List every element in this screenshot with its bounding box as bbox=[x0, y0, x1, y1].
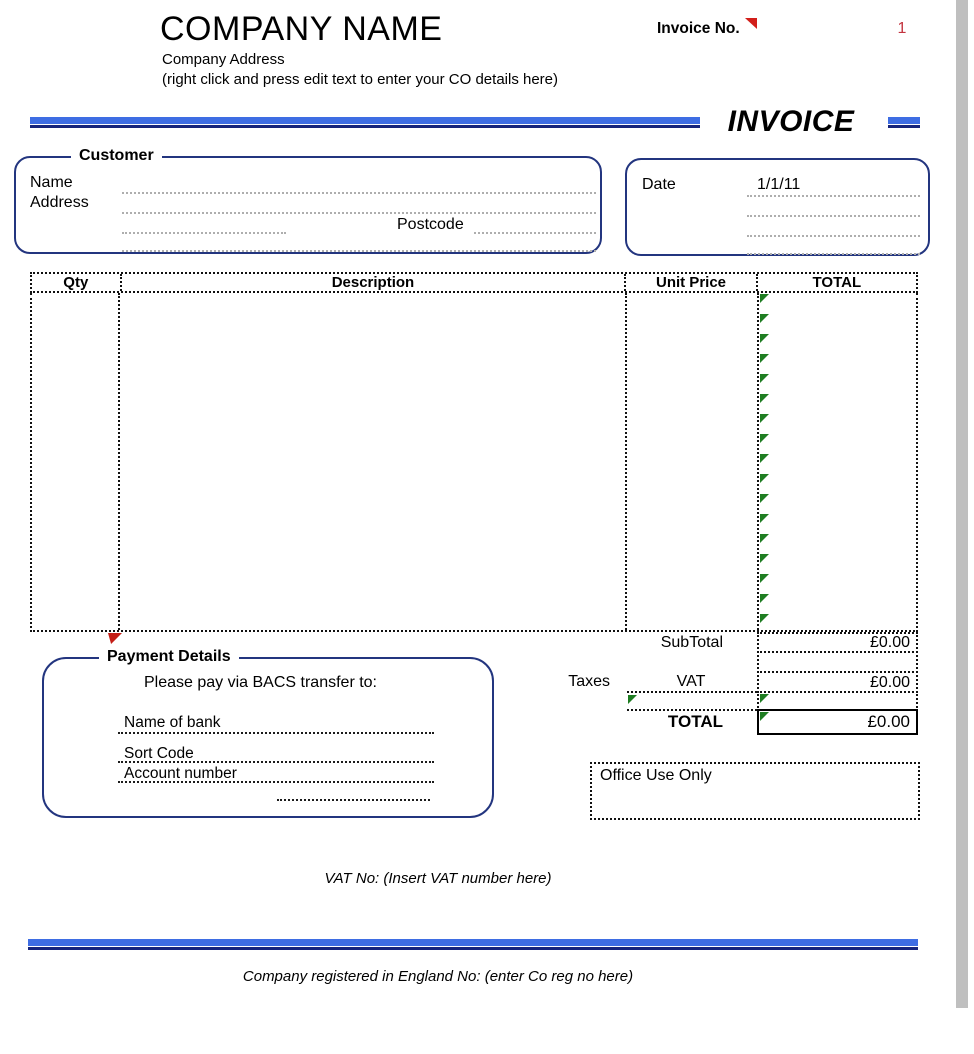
error-flag-icon bbox=[760, 514, 769, 523]
customer-legend: Customer bbox=[71, 147, 162, 165]
taxes-label: Taxes bbox=[568, 673, 610, 690]
sort-code-label: Sort Code bbox=[124, 745, 194, 762]
rule-navy bbox=[888, 125, 920, 128]
office-use-only-label: Office Use Only bbox=[600, 767, 712, 784]
header-rule bbox=[30, 117, 700, 128]
invoice-no-label: Invoice No. bbox=[657, 20, 740, 37]
customer-name-field[interactable] bbox=[122, 192, 596, 194]
rule-navy bbox=[30, 125, 700, 128]
error-flag-icon bbox=[760, 414, 769, 423]
rule-blue bbox=[888, 117, 920, 124]
error-flag-icon bbox=[760, 534, 769, 543]
scrollbar-track[interactable] bbox=[956, 0, 968, 1008]
footer-rule bbox=[28, 939, 918, 950]
col-header-qty: Qty bbox=[63, 274, 89, 291]
items-table-header bbox=[30, 272, 918, 293]
error-flag-icon bbox=[760, 474, 769, 483]
error-flag-icon bbox=[760, 354, 769, 363]
unit-price-column-divider bbox=[757, 293, 759, 630]
office-use-only-box[interactable] bbox=[590, 762, 920, 820]
subtotal-label: SubTotal bbox=[660, 634, 723, 651]
comment-flag-icon bbox=[108, 633, 122, 644]
error-flag-icon bbox=[760, 574, 769, 583]
vat-label: VAT bbox=[676, 673, 706, 690]
vat-number-note: VAT No: (Insert VAT number here) bbox=[324, 870, 552, 887]
rule-blue bbox=[28, 939, 918, 946]
subtotal-value-cell[interactable]: £0.00 bbox=[757, 632, 918, 653]
date-field-3[interactable] bbox=[747, 235, 920, 237]
empty-total-cell-1[interactable] bbox=[757, 651, 918, 673]
error-flag-icon bbox=[760, 394, 769, 403]
customer-name-label: Name bbox=[30, 174, 73, 191]
error-flag-icon bbox=[760, 334, 769, 343]
invoice-no-value[interactable]: 1 bbox=[897, 20, 907, 37]
vat-rate-cell[interactable] bbox=[627, 691, 757, 711]
header-rule-short bbox=[888, 117, 920, 128]
payment-instruction: Please pay via BACS transfer to: bbox=[144, 674, 377, 691]
col-header-description: Description bbox=[120, 274, 625, 291]
company-address: Company Address bbox=[162, 51, 285, 68]
error-flag-icon bbox=[760, 594, 769, 603]
sort-code-field[interactable] bbox=[118, 761, 434, 763]
account-number-label: Account number bbox=[124, 765, 237, 782]
payment-details-legend: Payment Details bbox=[99, 648, 239, 666]
error-flag-icon bbox=[760, 374, 769, 383]
postcode-label: Postcode bbox=[397, 216, 464, 233]
error-flag-icon bbox=[760, 294, 769, 303]
qty-column-divider bbox=[118, 293, 120, 630]
date-field-4[interactable] bbox=[747, 253, 920, 255]
customer-box bbox=[14, 147, 602, 254]
error-flag-icon bbox=[760, 614, 769, 623]
extra-payment-field[interactable] bbox=[277, 799, 430, 801]
grand-total-value-cell[interactable]: £0.00 bbox=[757, 709, 918, 735]
customer-address-field-3[interactable] bbox=[122, 250, 596, 252]
items-table-body[interactable] bbox=[30, 293, 918, 632]
customer-address-field-1[interactable] bbox=[122, 212, 596, 214]
account-number-field[interactable] bbox=[118, 781, 434, 783]
invoice-title: INVOICE bbox=[727, 105, 855, 138]
grand-total-label: TOTAL bbox=[667, 712, 723, 731]
error-flag-icon bbox=[760, 434, 769, 443]
date-box bbox=[625, 158, 930, 256]
empty-total-cell-2[interactable] bbox=[757, 691, 918, 711]
date-label: Date bbox=[642, 176, 676, 193]
company-name: COMPANY NAME bbox=[160, 10, 443, 48]
error-flag-icon bbox=[760, 694, 769, 703]
error-flag-icon bbox=[760, 712, 769, 721]
vat-value-cell[interactable]: £0.00 bbox=[757, 671, 918, 693]
date-field-1[interactable] bbox=[747, 195, 920, 197]
error-flag-icon bbox=[760, 494, 769, 503]
error-flag-icon bbox=[760, 314, 769, 323]
col-header-unit-price: Unit Price bbox=[624, 274, 755, 291]
date-value[interactable]: 1/1/11 bbox=[757, 176, 801, 193]
error-flag-icon bbox=[760, 554, 769, 563]
company-edit-hint: (right click and press edit text to enter your CO details here) bbox=[162, 71, 559, 88]
bank-name-field[interactable] bbox=[118, 732, 434, 734]
description-column-divider bbox=[625, 293, 627, 630]
registration-note: Company registered in England No: (enter Co reg no here) bbox=[242, 968, 634, 985]
rule-blue bbox=[30, 117, 700, 124]
error-flag-icon bbox=[760, 454, 769, 463]
customer-address-label: Address bbox=[30, 194, 89, 211]
col-header-total: TOTAL bbox=[756, 274, 916, 291]
postcode-field[interactable] bbox=[474, 232, 596, 234]
rule-navy bbox=[28, 947, 918, 950]
bank-name-label: Name of bank bbox=[124, 714, 221, 731]
customer-address-field-2[interactable] bbox=[122, 232, 286, 234]
payment-details-box bbox=[42, 648, 494, 818]
date-field-2[interactable] bbox=[747, 215, 920, 217]
comment-flag-icon bbox=[745, 18, 757, 29]
error-flag-icon bbox=[628, 695, 637, 704]
